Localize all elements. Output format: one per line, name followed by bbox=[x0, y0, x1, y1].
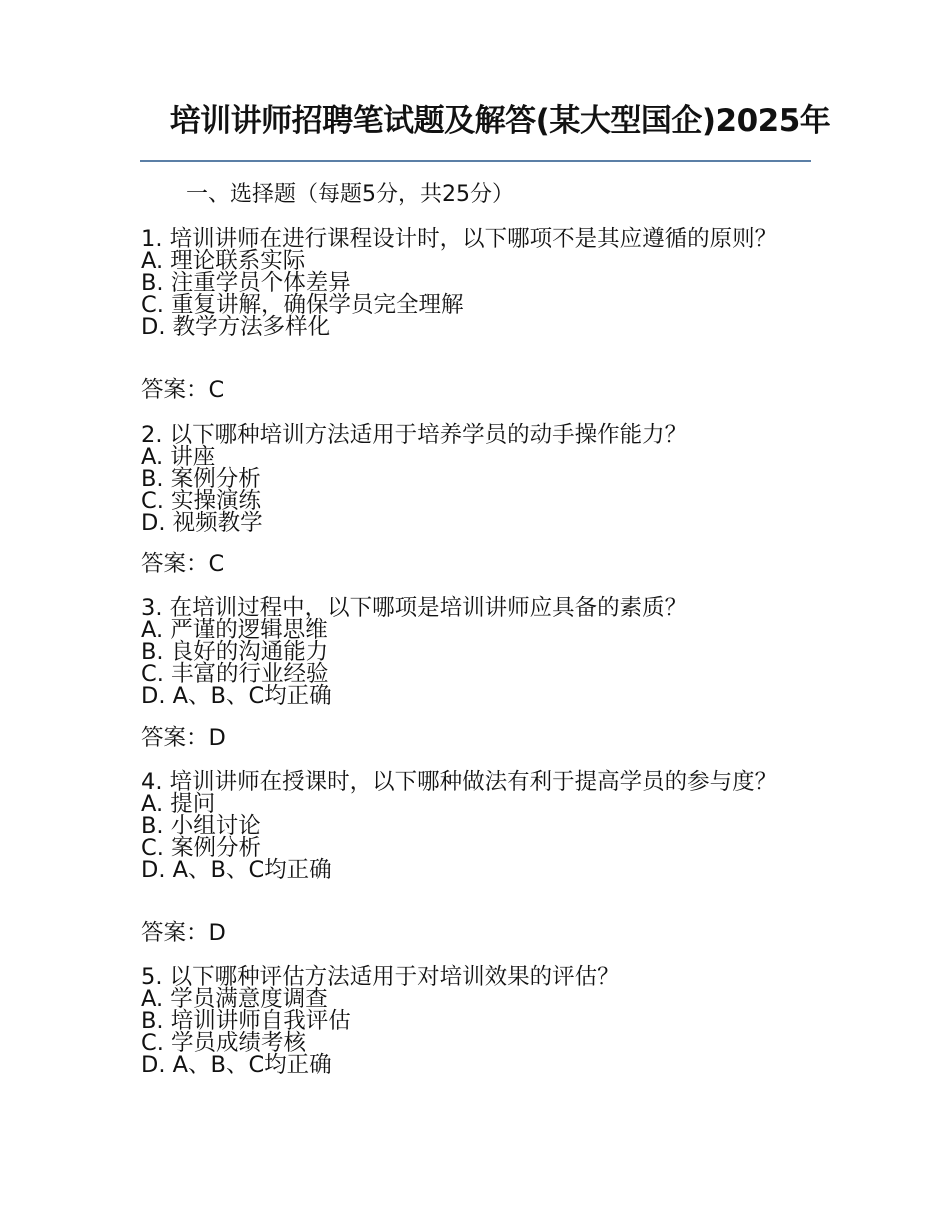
option-a: A. 严谨的逻辑思维 bbox=[141, 617, 328, 643]
answer-2 bbox=[141, 551, 224, 577]
option-c: C. 案例分析 bbox=[141, 835, 262, 861]
option-b: B. 小组讨论 bbox=[141, 813, 261, 839]
option-b: B. 案例分析 bbox=[141, 466, 261, 492]
answer-value: C bbox=[208, 551, 225, 577]
question-4 bbox=[141, 771, 801, 881]
document-title: 培训讲师招聘笔试题及解答(某大型国企)2025年 bbox=[169, 103, 831, 139]
question-5 bbox=[141, 966, 801, 1076]
option-c: C. 实操演练 bbox=[141, 488, 262, 514]
option-a: A. 提问 bbox=[141, 791, 216, 817]
answer-label: 答案： bbox=[141, 920, 209, 946]
option-d: D. A、B、C均正确 bbox=[141, 857, 332, 883]
option-b: B. 培训讲师自我评估 bbox=[141, 1008, 351, 1034]
answer-value: D bbox=[208, 725, 226, 751]
option-d: D. A、B、C均正确 bbox=[141, 683, 332, 709]
option-d: D. 教学方法多样化 bbox=[141, 314, 331, 340]
answer-label: 答案： bbox=[141, 377, 209, 403]
question-stem: 1. 培训讲师在进行课程设计时，以下哪项不是其应遵循的原则？ bbox=[141, 226, 778, 252]
question-3 bbox=[141, 597, 801, 707]
answer-label: 答案： bbox=[141, 725, 209, 751]
option-a: A. 讲座 bbox=[141, 444, 216, 470]
answer-value: D bbox=[208, 920, 226, 946]
option-a: A. 理论联系实际 bbox=[141, 248, 306, 274]
question-2 bbox=[141, 424, 801, 534]
option-b: B. 良好的沟通能力 bbox=[141, 639, 329, 665]
question-stem: 2. 以下哪种培训方法适用于培养学员的动手操作能力？ bbox=[141, 422, 688, 448]
title-underline bbox=[140, 160, 811, 162]
answer-value: C bbox=[208, 377, 225, 403]
question-1 bbox=[141, 228, 801, 338]
option-d: D. A、B、C均正确 bbox=[141, 1052, 332, 1078]
question-stem: 3. 在培训过程中，以下哪项是培训讲师应具备的素质？ bbox=[141, 595, 688, 621]
question-stem: 4. 培训讲师在授课时，以下哪种做法有利于提高学员的参与度？ bbox=[141, 769, 778, 795]
option-c: C. 重复讲解，确保学员完全理解 bbox=[141, 292, 464, 318]
option-d: D. 视频教学 bbox=[141, 510, 263, 536]
option-a: A. 学员满意度调查 bbox=[141, 986, 328, 1012]
option-c: C. 学员成绩考核 bbox=[141, 1030, 307, 1056]
answer-label: 答案： bbox=[141, 551, 209, 577]
option-c: C. 丰富的行业经验 bbox=[141, 661, 329, 687]
answer-4 bbox=[141, 920, 226, 946]
answer-3 bbox=[141, 725, 226, 751]
answer-1 bbox=[141, 377, 224, 403]
question-stem: 5. 以下哪种评估方法适用于对培训效果的评估？ bbox=[141, 964, 620, 990]
section-heading: 一、选择题（每题5分，共25分） bbox=[186, 182, 514, 207]
option-b: B. 注重学员个体差异 bbox=[141, 270, 351, 296]
